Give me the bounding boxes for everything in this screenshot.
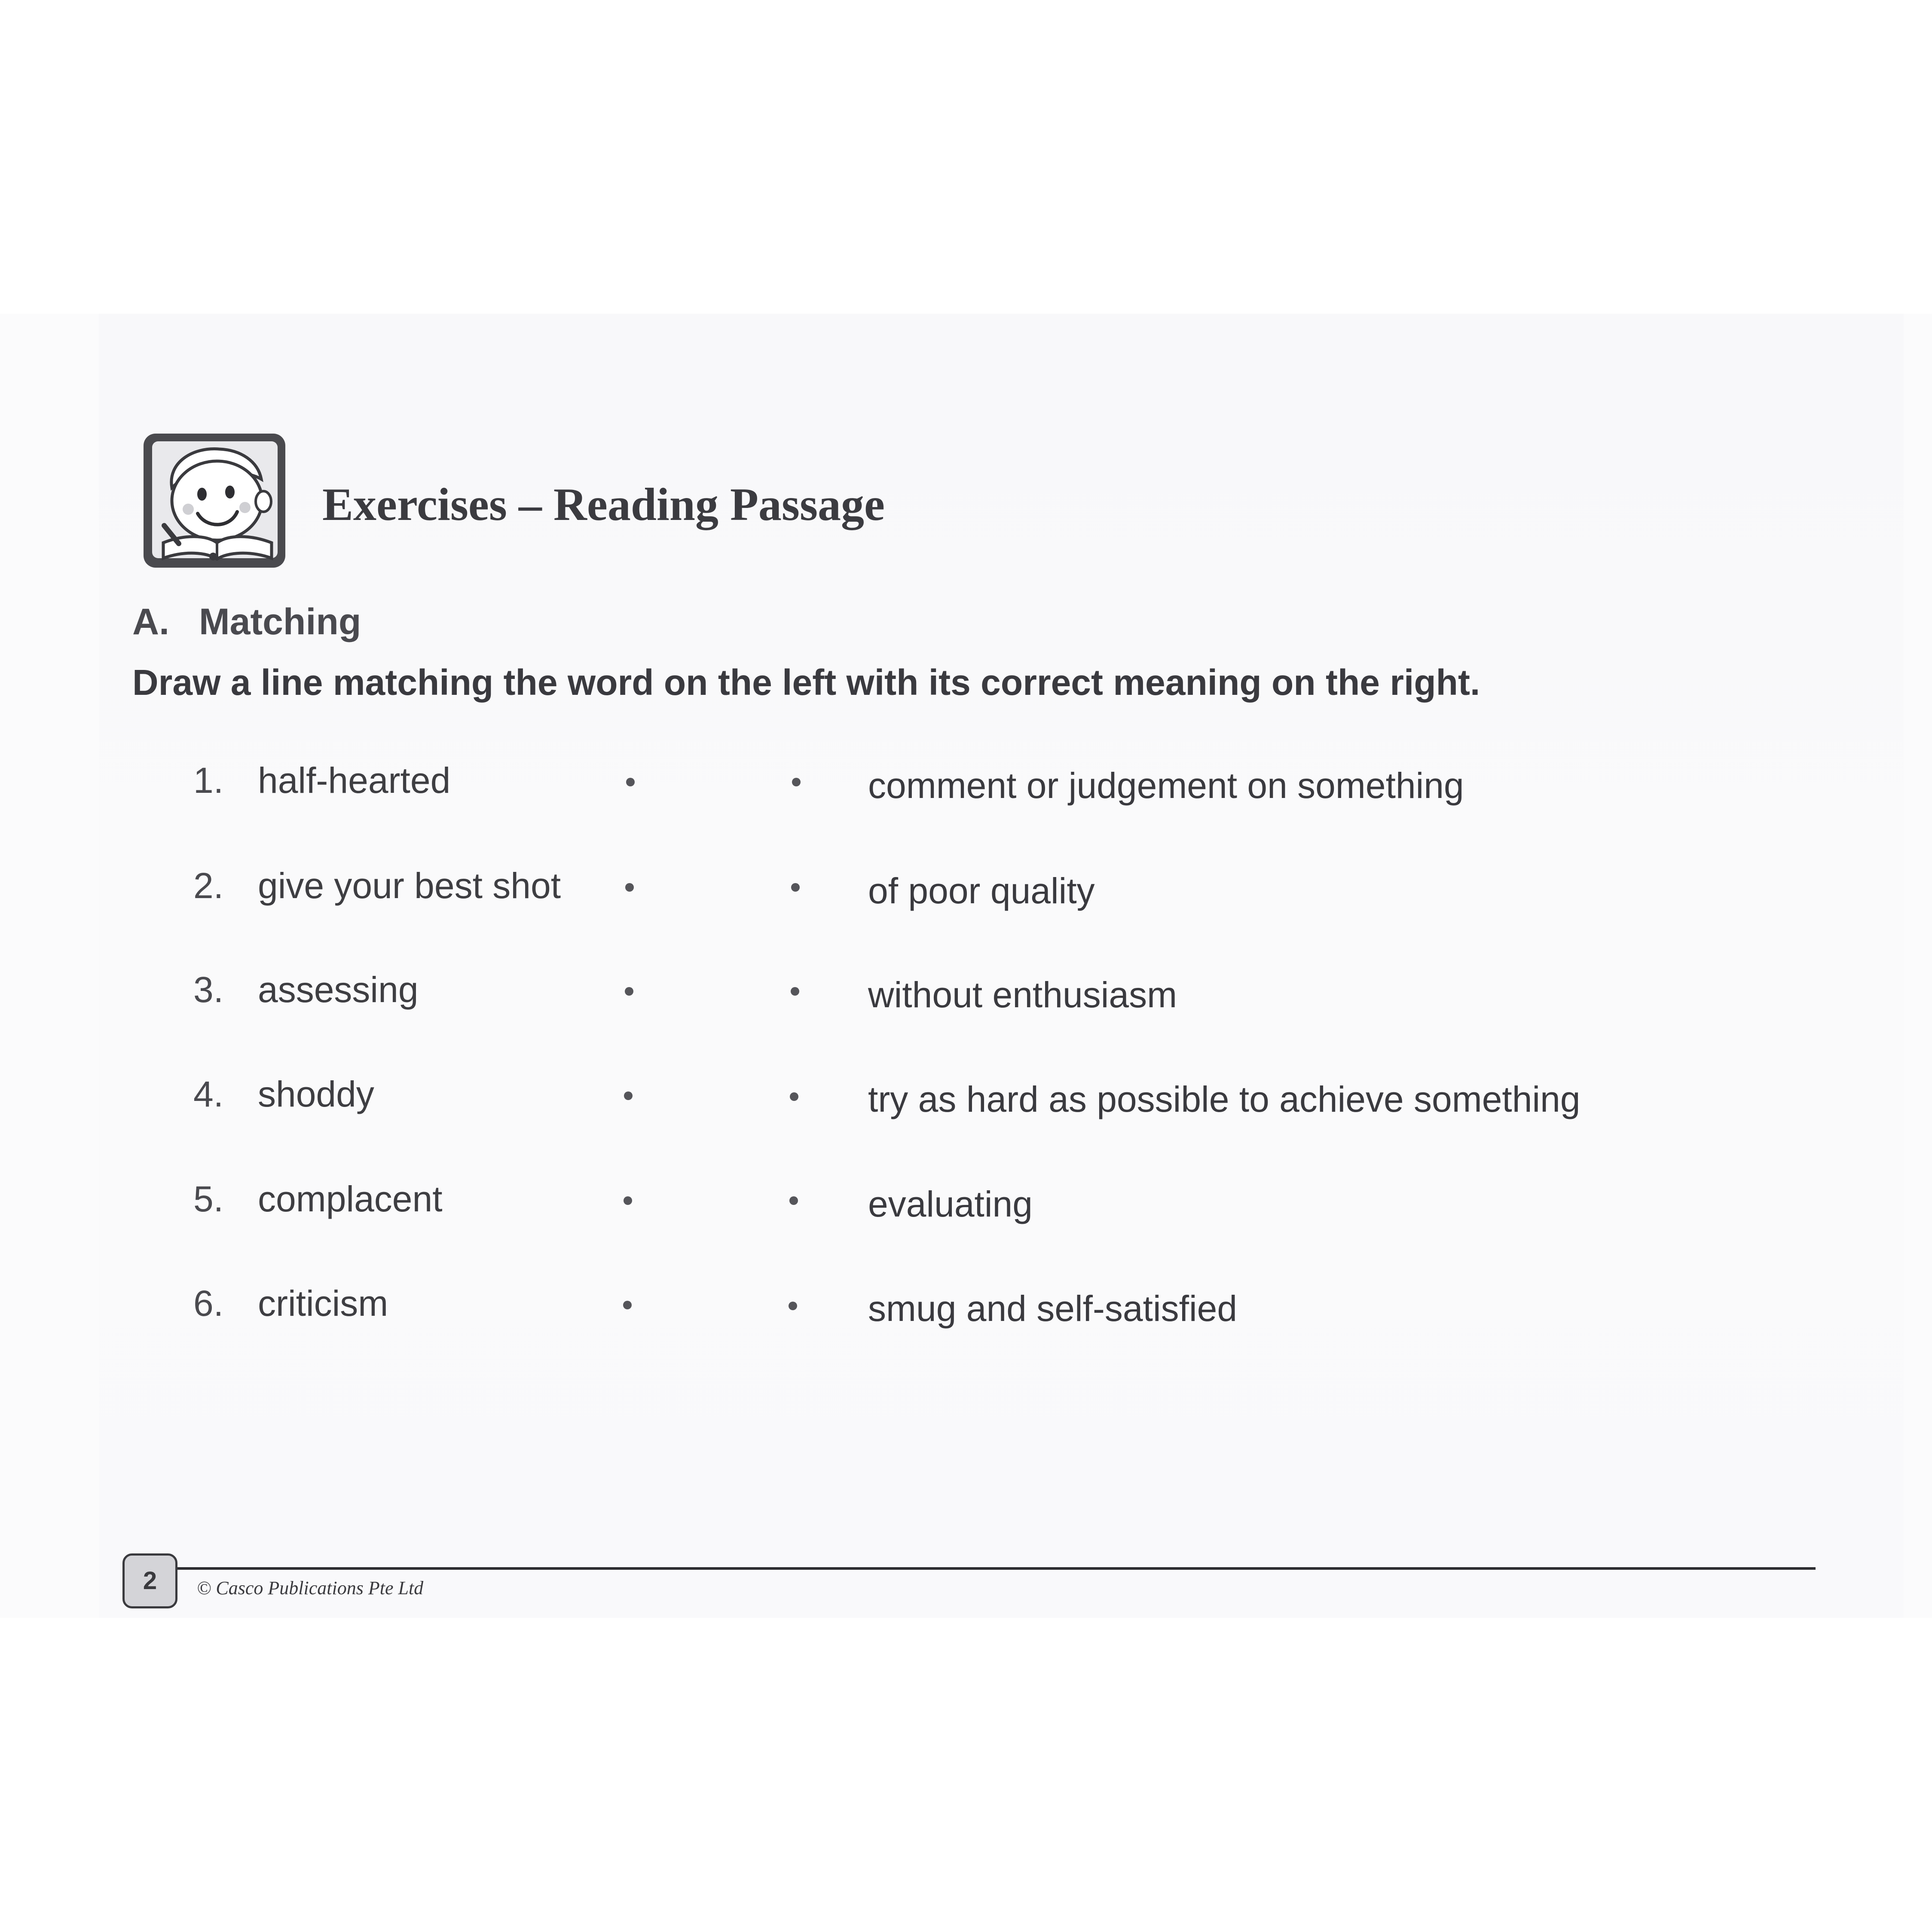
item-word: give your best shot xyxy=(258,865,561,906)
item-number: 3. xyxy=(193,969,224,1010)
page-number-badge: 2 xyxy=(122,1553,177,1608)
copyright-notice: © Casco Publications Pte Ltd xyxy=(197,1577,424,1599)
item-number: 6. xyxy=(193,1283,224,1324)
footer-rule xyxy=(176,1567,1816,1570)
right-dot-icon[interactable] xyxy=(790,1092,798,1101)
left-dot-icon[interactable] xyxy=(626,778,635,786)
page-title: Exercises – Reading Passage xyxy=(322,479,885,530)
item-meaning: smug and self-satisfied xyxy=(868,1288,1238,1329)
matching-row xyxy=(0,865,1932,917)
item-number: 2. xyxy=(193,865,224,906)
item-meaning: comment or judgement on something xyxy=(868,765,1464,806)
item-number: 4. xyxy=(193,1074,224,1114)
left-dot-icon[interactable] xyxy=(623,1301,632,1309)
right-dot-icon[interactable] xyxy=(791,987,799,996)
item-word: half-hearted xyxy=(258,760,451,801)
left-dot-icon[interactable] xyxy=(624,1091,633,1100)
left-dot-icon[interactable] xyxy=(625,987,633,996)
section-title: Matching xyxy=(199,601,361,642)
item-word: shoddy xyxy=(258,1074,374,1114)
right-dot-icon[interactable] xyxy=(789,1196,798,1205)
instruction-text: Draw a line matching the word on the left with its correct meaning on the right. xyxy=(132,662,1480,703)
boy-reading-book-icon xyxy=(138,428,297,574)
item-number: 5. xyxy=(193,1179,224,1219)
item-meaning: try as hard as possible to achieve something xyxy=(868,1079,1580,1119)
matching-row xyxy=(0,1178,1932,1230)
right-dot-icon[interactable] xyxy=(791,883,800,892)
matching-row xyxy=(0,969,1932,1021)
item-word: criticism xyxy=(258,1283,388,1324)
item-number: 1. xyxy=(193,760,224,801)
item-word: complacent xyxy=(258,1179,443,1219)
matching-row xyxy=(0,760,1932,811)
item-meaning: of poor quality xyxy=(868,871,1095,911)
item-word: assessing xyxy=(258,969,419,1010)
left-dot-icon[interactable] xyxy=(624,1196,632,1205)
left-dot-icon[interactable] xyxy=(625,883,634,892)
section-heading xyxy=(132,601,361,643)
right-dot-icon[interactable] xyxy=(792,778,801,786)
item-meaning: evaluating xyxy=(868,1184,1033,1224)
item-meaning: without enthusiasm xyxy=(868,975,1177,1015)
matching-row xyxy=(0,1073,1932,1125)
section-letter: A. xyxy=(132,601,169,642)
right-dot-icon[interactable] xyxy=(789,1302,797,1310)
matching-row xyxy=(0,1283,1932,1334)
